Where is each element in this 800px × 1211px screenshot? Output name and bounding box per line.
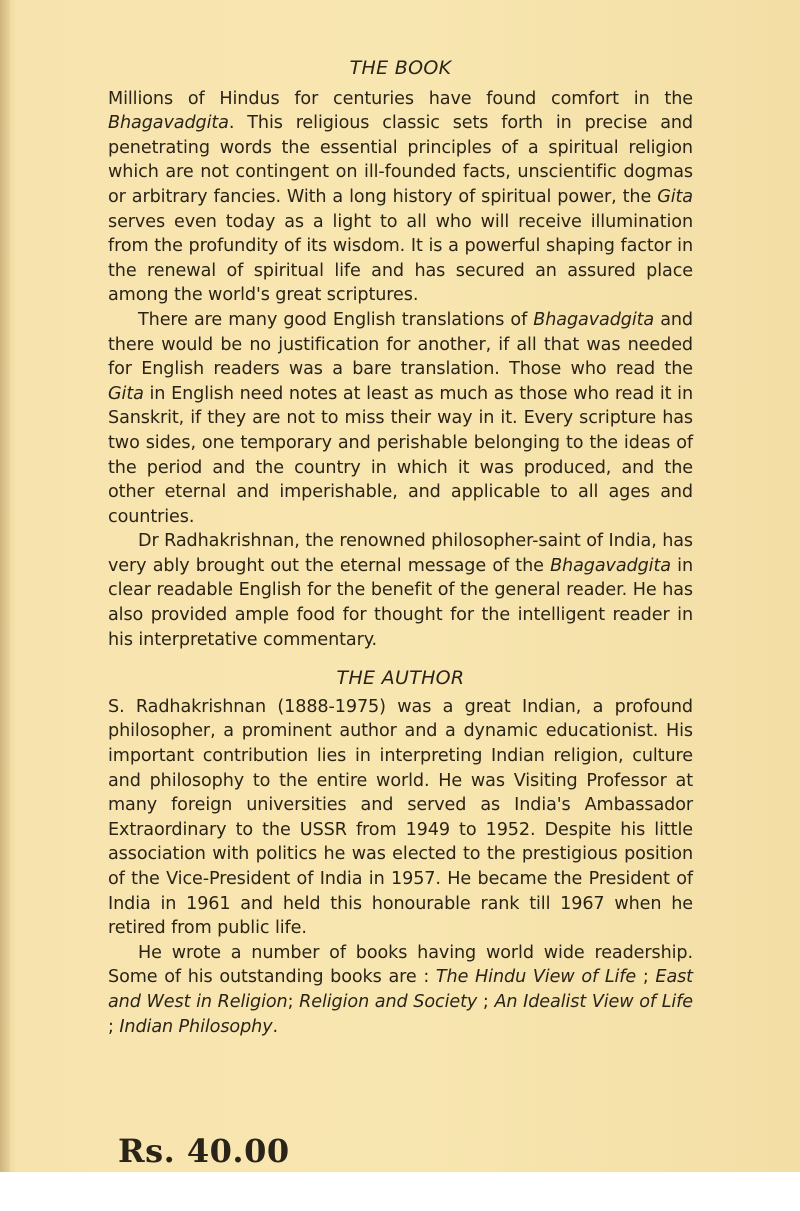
text-run: in English need notes at least as much as those who read it in Sanskrit, if they are not to miss their way in it. Every scripture has two sides, one temporary and perishable belonging to the ideas of the period and the country in which it was produced, and the other eternal and imperishable, and applicable to all ages and countries. <box>108 383 693 527</box>
text-run: in clear readable English for the benefit of the general reader. He has also provided ample food for thought for the intelligent reader in his interpretative commentary. <box>108 555 693 650</box>
book-title: Indian Philosophy <box>119 1016 273 1037</box>
cover-spine-edge <box>0 0 10 1172</box>
italic-title: Bhagavadgita <box>533 309 655 330</box>
text-run: and there would be no justification for another, if all that was needed for English readers was a bare translation. Those who read the <box>108 309 693 380</box>
separator: ; <box>287 991 300 1012</box>
text-run: There are many good English translations of <box>138 309 534 330</box>
author-heading: THE AUTHOR <box>336 667 465 690</box>
book-title: Religion and Society <box>299 991 478 1012</box>
book-heading: THE BOOK <box>349 57 452 79</box>
book-title: An Idealist View of Life <box>494 991 694 1012</box>
italic-title: Gita <box>108 383 144 404</box>
separator: . <box>272 1016 279 1037</box>
italic-title: Bhagavadgita <box>550 555 671 576</box>
book-title: East and West in Religion <box>108 967 693 1012</box>
book-title: The Hindu View of Life <box>435 967 637 988</box>
text-run: . This religious classic sets forth in precise and penetrating words the essential principles of a spiritual religion which are not contingent on ill-founded facts, unscientific dogmas or arbitrary fancies. With a long history of spiritual power, the <box>108 113 693 207</box>
text-run: Millions of Hindus for centuries have found comfort in the <box>108 88 693 109</box>
book-paragraph-3 <box>108 529 693 652</box>
book-paragraph-1 <box>108 87 693 308</box>
price-label: Rs. 40.00 <box>118 1132 290 1170</box>
author-paragraph-2 <box>108 941 693 1039</box>
italic-title: Gita <box>657 186 693 207</box>
author-paragraph-1: S. Radhakrishnan (1888-1975) was a great Indian, a profound philosopher, a prominent author and a dynamic educationist. His important contribution lies in interpreting Indian religion, culture and philosophy to the entire world. He was Visiting Professor at many foreign universities and served as India's Ambassador Extraordinary to the USSR from 1949 to 1952. Despite his little association with politics he was elected to the prestigious position of the Vice-President of India in 1957. He became the President of India in 1961 and held this honourable rank till 1967 when he retired from public life. <box>108 696 693 939</box>
separator: ; <box>477 991 495 1012</box>
book-paragraph-2 <box>108 308 693 529</box>
cover-text <box>108 56 693 1039</box>
separator: ; <box>108 1016 120 1037</box>
text-run: Dr Radhakrishnan, the renowned philosopher-saint of India, has very ably brought out the eternal message of the <box>108 531 693 576</box>
italic-title: Bhagavadgita <box>108 113 229 134</box>
text-run: He wrote a number of books having world wide readership. Some of his outstanding books are : <box>108 942 693 988</box>
separator: ; <box>636 967 656 988</box>
bottom-margin <box>0 1172 800 1211</box>
text-run: serves even today as a light to all who will receive illumination from the profundity of its wisdom. It is a powerful shaping factor in the renewal of spiritual life and has secured an assured place among the world's great scriptures. <box>108 211 693 306</box>
